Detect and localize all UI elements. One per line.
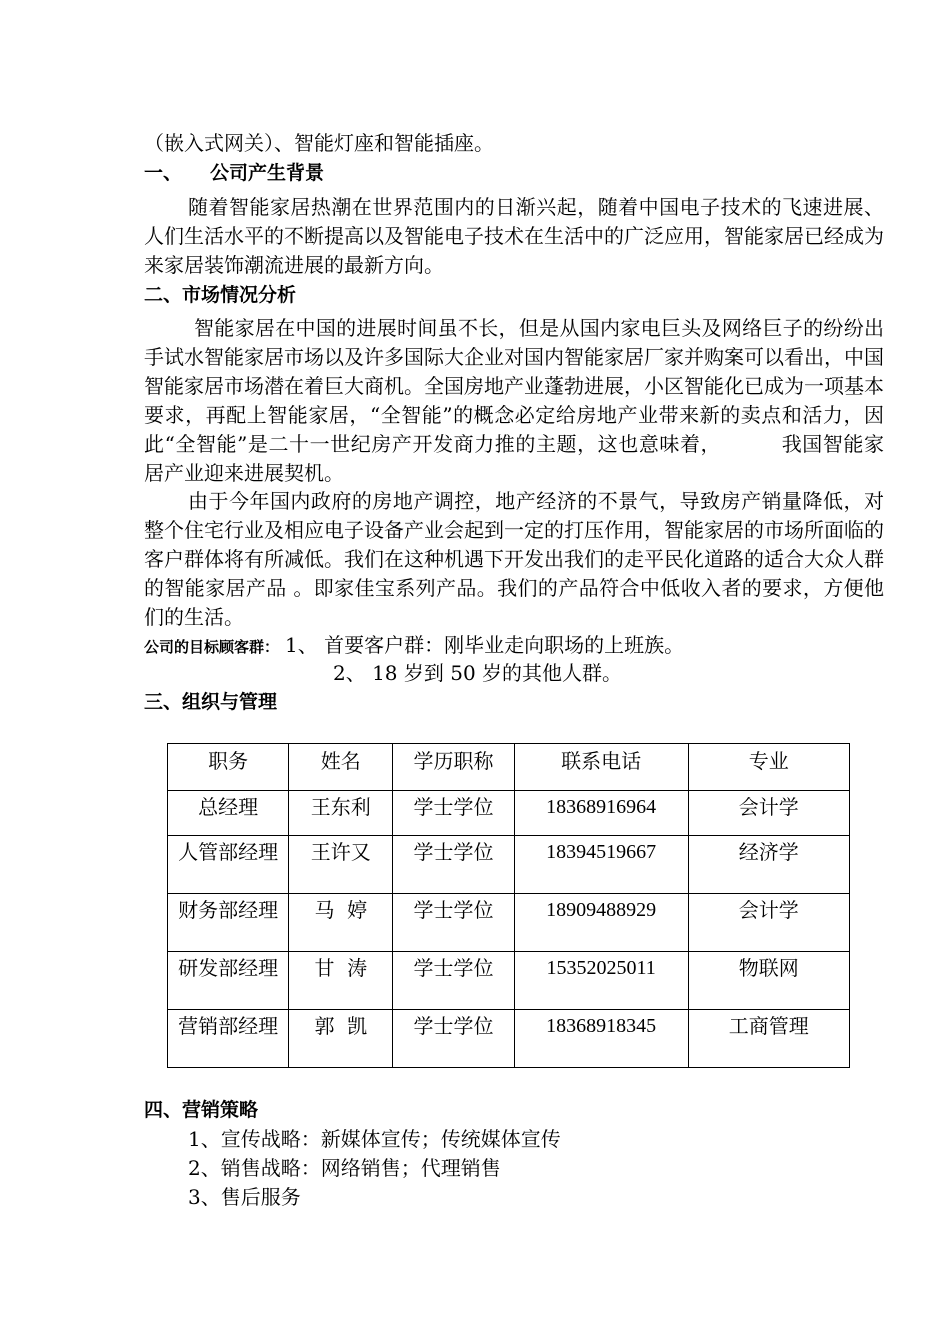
table-cell: 甘 涛 bbox=[289, 952, 393, 1010]
table-row bbox=[168, 894, 850, 952]
table-header-row bbox=[168, 744, 850, 791]
table-cell: 18368916964 bbox=[514, 791, 688, 836]
table-cell: 研发部经理 bbox=[168, 952, 289, 1010]
intro-line: （嵌入式网关）、智能灯座和智能插座。 bbox=[144, 131, 494, 155]
staff-table bbox=[167, 743, 850, 1068]
table-cell: 营销部经理 bbox=[168, 1010, 289, 1068]
table-cell: 财务部经理 bbox=[168, 894, 289, 952]
table-cell: 会计学 bbox=[688, 894, 849, 952]
target-item-1: 1、 首要客户群：刚毕业走向职场的上班族。 bbox=[285, 633, 685, 657]
section-heading-market: 二、市场情况分析 bbox=[144, 284, 297, 306]
table-header-cell: 职务 bbox=[168, 744, 289, 791]
table-cell: 学士学位 bbox=[393, 836, 514, 894]
background-paragraph: 随着智能家居热潮在世界范围内的日渐兴起，随着中国电子技术的飞速进展、人们生活水平的不断提高以及智能电子技术在生活中的广泛应用，智能家居已经成为来家居装饰潮流进展的最新方向。 bbox=[144, 195, 884, 277]
table-row bbox=[168, 836, 850, 894]
section-heading-background bbox=[144, 159, 324, 188]
market-paragraph-2: 由于今年国内政府的房地产调控，地产经济的不景气，导致房产销量降低，对整个住宅行业及相应电子设备产业会起到一定的打压作用，智能家居的市场所面临的客户群体将有所减低。我们在这种机遇下开发出我们的走平民化道路的适合大众人群的智能家居产品 。即家佳宝系列产品。我们的产品符合中低收入者的要求，方便他们的生活。 bbox=[144, 489, 884, 629]
target-item-2: 2、 18 岁到 50 岁的其他人群。 bbox=[333, 661, 623, 685]
table-cell: 18368918345 bbox=[514, 1010, 688, 1068]
table-cell: 经济学 bbox=[688, 836, 849, 894]
table-header-cell: 学历职称 bbox=[393, 744, 514, 791]
section-heading-org: 三、组织与管理 bbox=[144, 691, 278, 713]
table-cell: 学士学位 bbox=[393, 952, 514, 1010]
section-number: 一、 bbox=[144, 162, 183, 184]
table-row bbox=[168, 791, 850, 836]
section-title: 公司产生背景 bbox=[210, 162, 325, 184]
target-label: 公司的目标顾客群： bbox=[144, 638, 280, 656]
table-row bbox=[168, 952, 850, 1010]
table-cell: 王东利 bbox=[289, 791, 393, 836]
target-customers bbox=[144, 631, 684, 662]
market-paragraph-1: 智能家居在中国的进展时间虽不长，但是从国内家电巨头及网络巨子的纷纷出手试水智能家居市场以及许多国际大企业对国内智能家居厂家并购案可以看出，中国智能家居市场潜在着巨大商机。全国房地产业蓬勃进展，小区智能化已成为一项基本要求，再配上智能家居，“全智能”的概念必定给房地产业带来新的卖点和活力，因此“全智能”是二十一世纪房产开发商力推的主题，这也意味着， 我国智能家居产业迎来进展契机。 bbox=[144, 316, 884, 485]
table-cell: 18394519667 bbox=[514, 836, 688, 894]
table-cell: 18909488929 bbox=[514, 894, 688, 952]
section-heading-marketing: 四、营销策略 bbox=[144, 1099, 259, 1121]
table-cell: 王许又 bbox=[289, 836, 393, 894]
table-cell: 学士学位 bbox=[393, 1010, 514, 1068]
table-cell: 15352025011 bbox=[514, 952, 688, 1010]
table-cell: 马 婷 bbox=[289, 894, 393, 952]
table-row bbox=[168, 1010, 850, 1068]
table-cell: 人管部经理 bbox=[168, 836, 289, 894]
marketing-item: 3、售后服务 bbox=[188, 1185, 301, 1209]
table-cell: 总经理 bbox=[168, 791, 289, 836]
table-header-cell: 姓名 bbox=[289, 744, 393, 791]
table-cell: 工商管理 bbox=[688, 1010, 849, 1068]
table-header-cell: 联系电话 bbox=[514, 744, 688, 791]
table-cell: 学士学位 bbox=[393, 894, 514, 952]
table-header-cell: 专业 bbox=[688, 744, 849, 791]
marketing-item: 1、宣传战略：新媒体宣传；传统媒体宣传 bbox=[188, 1127, 561, 1151]
table-cell: 会计学 bbox=[688, 791, 849, 836]
marketing-item: 2、销售战略：网络销售；代理销售 bbox=[188, 1156, 501, 1180]
table-cell: 物联网 bbox=[688, 952, 849, 1010]
table-cell: 学士学位 bbox=[393, 791, 514, 836]
table-cell: 郭 凯 bbox=[289, 1010, 393, 1068]
